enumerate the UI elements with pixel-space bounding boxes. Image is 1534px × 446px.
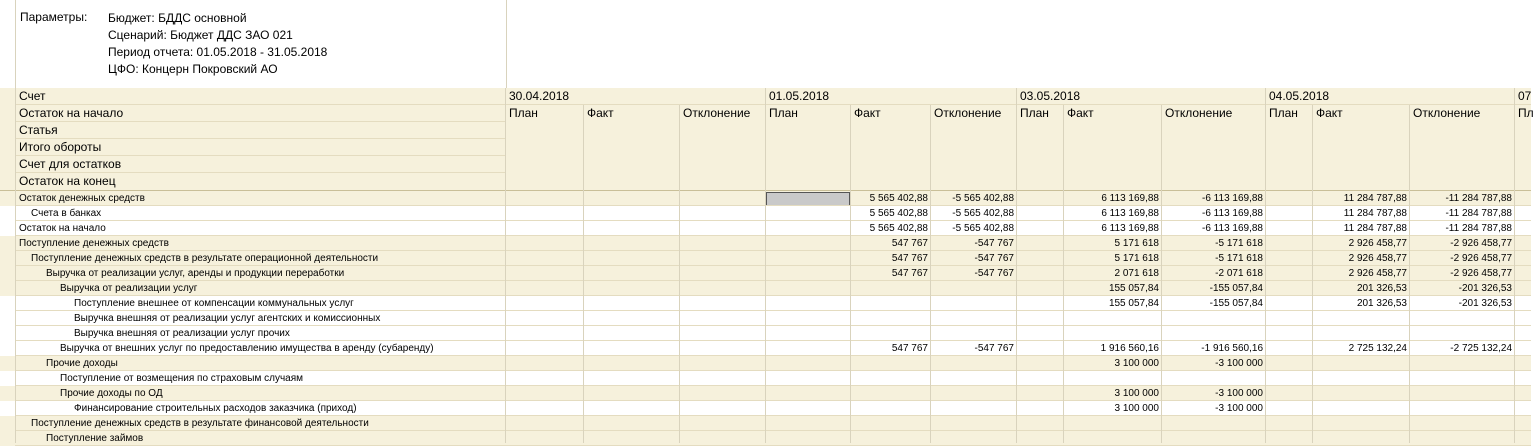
sub-fact-2: Факт xyxy=(1067,106,1094,120)
sub-fact-3: Факт xyxy=(1316,106,1343,120)
row-label: Выручка от внешних услуг по предоставлению имущества в аренду (субаренду) xyxy=(60,343,434,354)
cell-fact4[interactable]: 2 926 458,77 xyxy=(1348,253,1407,264)
sub-plan-3: План xyxy=(1269,106,1298,120)
param-cfo: ЦФО: Концерн Покровский АО xyxy=(108,62,278,76)
cell-dev1[interactable]: -5 565 402,88 xyxy=(952,208,1014,219)
report-grid[interactable] xyxy=(0,88,1534,444)
cell-dev3[interactable]: -5 171 618 xyxy=(1215,253,1263,264)
row-label: Поступление внешнее от компенсации коммунальных услуг xyxy=(74,298,354,309)
date-col-2: 03.05.2018 xyxy=(1020,89,1081,103)
cell-fact1[interactable]: 5 565 402,88 xyxy=(869,208,928,219)
row-label: Выручка внешняя от реализации услуг прочих xyxy=(74,328,290,339)
row-label: Поступление денежных средств xyxy=(19,238,169,249)
cell-fact3[interactable]: 3 100 000 xyxy=(1114,403,1159,414)
row-label: Остаток на начало xyxy=(19,223,106,234)
cell-fact3[interactable]: 155 057,84 xyxy=(1108,283,1159,294)
cell-fact3[interactable]: 5 171 618 xyxy=(1114,238,1159,249)
cell-fact3[interactable]: 3 100 000 xyxy=(1114,388,1159,399)
cell-dev4[interactable]: -2 725 132,24 xyxy=(1450,343,1512,354)
sub-plan-4: Пл xyxy=(1518,106,1534,120)
cell-fact3[interactable]: 2 071 618 xyxy=(1114,268,1159,279)
cell-dev4[interactable]: -11 284 787,88 xyxy=(1445,208,1512,219)
sub-fact-1: Факт xyxy=(854,106,881,120)
date-col-1: 01.05.2018 xyxy=(769,89,830,103)
cell-dev3[interactable]: -3 100 000 xyxy=(1215,358,1263,369)
cell-dev1[interactable]: -5 565 402,88 xyxy=(952,223,1014,234)
param-budget: Бюджет: БДДС основной xyxy=(108,11,247,25)
cell-dev3[interactable]: -3 100 000 xyxy=(1215,388,1263,399)
cell-fact1[interactable]: 547 767 xyxy=(891,268,928,279)
row-label: Счета в банках xyxy=(31,208,102,219)
header-opening-balance: Остаток на начало xyxy=(19,106,124,120)
header-account: Счет xyxy=(19,89,46,103)
sub-plan-1: План xyxy=(769,106,798,120)
cell-fact4[interactable]: 2 926 458,77 xyxy=(1348,238,1407,249)
cell-dev3[interactable]: -1 916 560,16 xyxy=(1201,343,1263,354)
row-label: Поступление займов xyxy=(46,433,144,444)
cell-fact1[interactable]: 547 767 xyxy=(891,253,928,264)
cell-dev4[interactable]: -2 926 458,77 xyxy=(1450,238,1512,249)
cell-fact3[interactable]: 5 171 618 xyxy=(1114,253,1159,264)
cell-fact3[interactable]: 6 113 169,88 xyxy=(1101,193,1159,204)
cell-dev3[interactable]: -6 113 169,88 xyxy=(1202,208,1263,219)
cell-dev1[interactable]: -547 767 xyxy=(974,343,1014,354)
cell-dev1[interactable]: -547 767 xyxy=(974,238,1014,249)
cell-fact4[interactable]: 2 926 458,77 xyxy=(1348,268,1407,279)
cell-fact1[interactable]: 5 565 402,88 xyxy=(869,193,928,204)
cell-fact3[interactable]: 6 113 169,88 xyxy=(1101,208,1159,219)
cell-dev1[interactable]: -5 565 402,88 xyxy=(952,193,1014,204)
cell-fact3[interactable]: 3 100 000 xyxy=(1114,358,1159,369)
header-total-turnover: Итого обороты xyxy=(19,140,102,154)
param-scenario: Сценарий: Бюджет ДДС ЗАО 021 xyxy=(108,28,293,42)
cell-dev4[interactable]: -11 284 787,88 xyxy=(1445,223,1512,234)
row-label: Поступление денежных средств в результате операционной деятельности xyxy=(31,253,379,264)
cell-fact4[interactable]: 11 284 787,88 xyxy=(1343,193,1407,204)
row-label: Выручка от реализации услуг xyxy=(60,283,198,294)
sub-plan-0: План xyxy=(509,106,538,120)
sub-dev-3: Отклонение xyxy=(1413,106,1481,120)
header-closing-balance: Остаток на конец xyxy=(19,174,116,188)
cell-dev3[interactable]: -155 057,84 xyxy=(1209,298,1263,309)
params-values xyxy=(108,10,327,78)
sub-dev-1: Отклонение xyxy=(934,106,1002,120)
param-period: Период отчета: 01.05.2018 - 31.05.2018 xyxy=(108,45,328,59)
cell-dev4[interactable]: -2 926 458,77 xyxy=(1450,268,1512,279)
cell-fact3[interactable]: 6 113 169,88 xyxy=(1101,223,1159,234)
cell-dev4[interactable]: -11 284 787,88 xyxy=(1445,193,1512,204)
cell-dev3[interactable]: -6 113 169,88 xyxy=(1202,223,1263,234)
row-label: Прочие доходы xyxy=(46,358,118,369)
row-label: Выручка внешняя от реализации услуг агентских и комиссионных xyxy=(74,313,381,324)
date-col-4: 07 xyxy=(1518,89,1532,103)
header-balance-account: Счет для остатков xyxy=(19,157,122,171)
row-label: Поступление денежных средств в результате финансовой деятельности xyxy=(31,418,369,429)
cell-fact3[interactable]: 155 057,84 xyxy=(1108,298,1159,309)
cell-dev4[interactable]: -201 326,53 xyxy=(1458,298,1512,309)
sub-dev-2: Отклонение xyxy=(1165,106,1233,120)
cell-fact4[interactable]: 201 326,53 xyxy=(1356,283,1407,294)
report-parameters xyxy=(15,0,507,88)
row-label: Остаток денежных средств xyxy=(19,193,145,204)
cell-fact1[interactable]: 547 767 xyxy=(891,238,928,249)
cell-dev3[interactable]: -5 171 618 xyxy=(1215,238,1263,249)
cell-fact1[interactable]: 547 767 xyxy=(891,343,928,354)
cell-dev3[interactable]: -6 113 169,88 xyxy=(1202,193,1263,204)
cell-fact4[interactable]: 11 284 787,88 xyxy=(1343,223,1407,234)
date-col-3: 04.05.2018 xyxy=(1269,89,1330,103)
cell-fact4[interactable]: 11 284 787,88 xyxy=(1343,208,1407,219)
sub-dev-0: Отклонение xyxy=(683,106,751,120)
row-label: Финансирование строительных расходов заказчика (приход) xyxy=(74,403,357,414)
sub-fact-0: Факт xyxy=(587,106,614,120)
cell-dev1[interactable]: -547 767 xyxy=(974,253,1014,264)
row-label: Выручка от реализации услуг, аренды и продукции переработки xyxy=(46,268,345,279)
cell-dev1[interactable]: -547 767 xyxy=(974,268,1014,279)
sub-plan-2: План xyxy=(1020,106,1049,120)
cell-dev4[interactable]: -2 926 458,77 xyxy=(1450,253,1512,264)
cell-fact1[interactable]: 5 565 402,88 xyxy=(869,223,928,234)
cell-fact3[interactable]: 1 916 560,16 xyxy=(1100,343,1159,354)
params-label: Параметры: xyxy=(20,10,88,24)
cell-fact4[interactable]: 201 326,53 xyxy=(1356,298,1407,309)
cell-fact4[interactable]: 2 725 132,24 xyxy=(1348,343,1407,354)
cell-dev3[interactable]: -3 100 000 xyxy=(1215,403,1263,414)
header-item: Статья xyxy=(19,123,58,137)
date-col-0: 30.04.2018 xyxy=(509,89,570,103)
row-label: Поступление от возмещения по страховым случаям xyxy=(60,373,304,384)
cell-dev3[interactable]: -155 057,84 xyxy=(1209,283,1263,294)
row-label: Прочие доходы по ОД xyxy=(60,388,163,399)
cell-dev3[interactable]: -2 071 618 xyxy=(1215,268,1263,279)
cell-dev4[interactable]: -201 326,53 xyxy=(1458,283,1512,294)
